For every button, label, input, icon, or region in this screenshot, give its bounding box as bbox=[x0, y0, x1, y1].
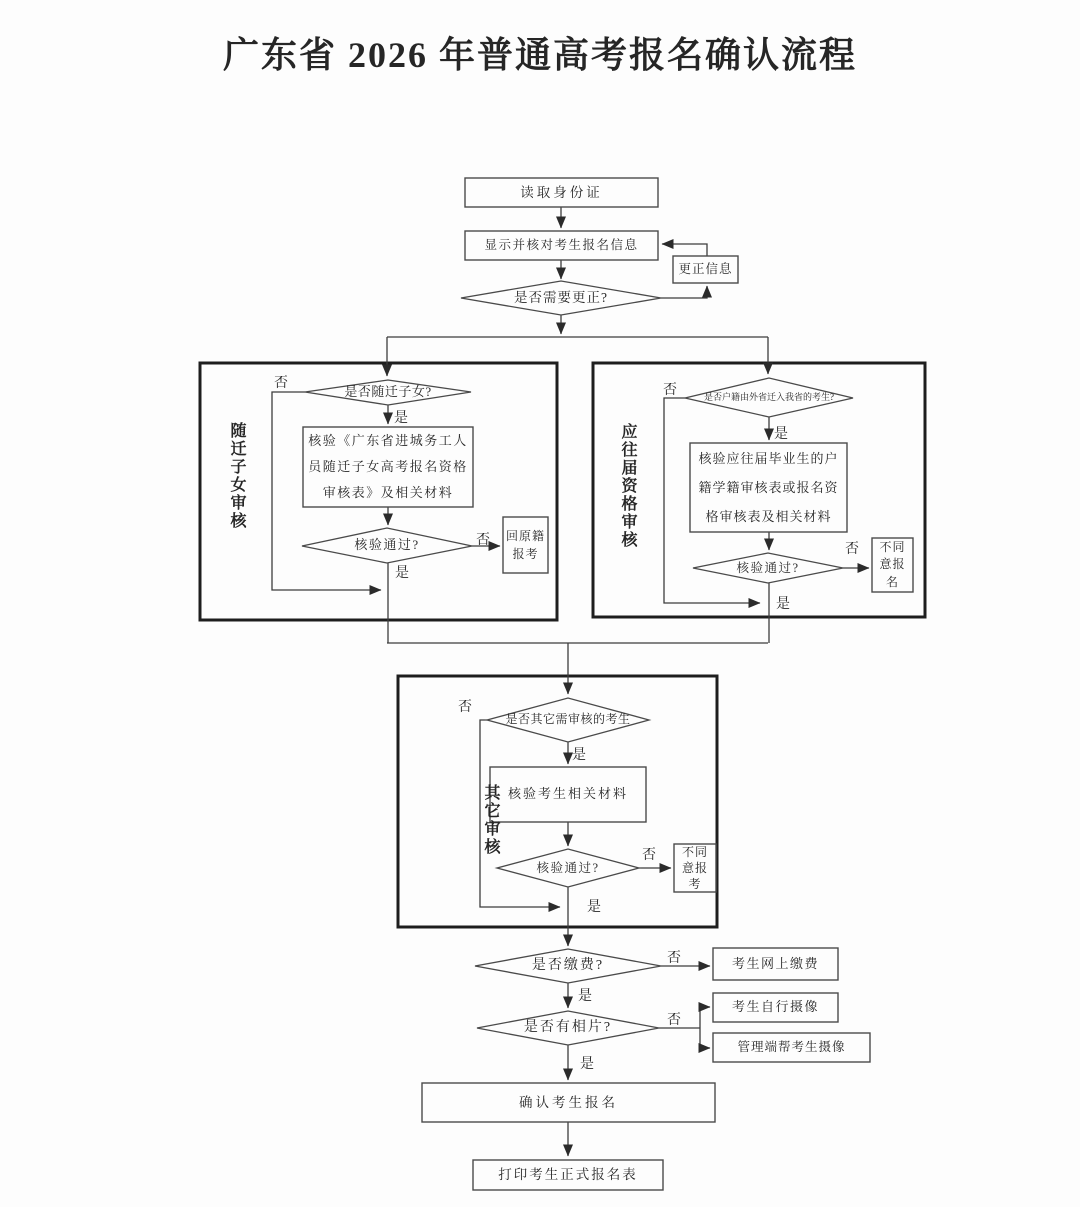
migrant-section-label: 随迁子女审核 bbox=[228, 422, 245, 530]
correct-info-label: 更正信息 bbox=[678, 262, 733, 277]
display-info-label: 显示并核对考生报名信息 bbox=[484, 238, 639, 253]
no-label: 否 bbox=[663, 383, 677, 398]
is-migrant-label: 是否随迁子女? bbox=[344, 384, 432, 400]
yes-label: 是 bbox=[578, 989, 592, 1004]
verify-migrant-label: 核验《广东省进城务工人员随迁子女高考报名资格审核表》及相关材料 bbox=[308, 433, 468, 500]
read-id-label: 读取身份证 bbox=[520, 184, 603, 200]
pass-right-label: 核验通过? bbox=[736, 560, 800, 575]
no-label: 否 bbox=[667, 951, 681, 966]
is-hukou-label: 是否户籍由外省迁入我省的考生? bbox=[704, 391, 834, 402]
verify-grad-label: 核验应往届毕业生的户籍学籍审核表或报名资格审核表及相关材料 bbox=[698, 451, 839, 524]
yes-label: 是 bbox=[395, 566, 409, 581]
other-section-label: 其它审核 bbox=[482, 784, 499, 856]
yes-label: 是 bbox=[776, 597, 790, 612]
yes-label: 是 bbox=[572, 748, 586, 763]
no-label: 否 bbox=[458, 700, 472, 715]
confirm-reg-label: 确认考生报名 bbox=[519, 1094, 618, 1110]
refuse-baokao-label: 不同意报考 bbox=[681, 845, 708, 891]
page-title: 广东省 2026 年普通高考报名确认流程 bbox=[222, 34, 857, 75]
connector-needcorrect-to-correctinfo bbox=[661, 286, 707, 298]
no-label: 否 bbox=[845, 542, 859, 557]
yes-label: 是 bbox=[587, 900, 601, 915]
connector-correctinfo-to-display bbox=[662, 244, 707, 256]
yes-label: 是 bbox=[580, 1057, 594, 1072]
is-other-label: 是否其它需审核的考生 bbox=[505, 712, 631, 727]
grad-section-label: 应往届资格审核 bbox=[619, 423, 636, 549]
pass-left-label: 核验通过? bbox=[354, 537, 420, 553]
admin-photo-label: 管理端帮考生摄像 bbox=[737, 1040, 846, 1055]
pass-mid-label: 核验通过? bbox=[536, 860, 600, 875]
pay-online-label: 考生网上缴费 bbox=[731, 955, 819, 971]
yes-label: 是 bbox=[394, 411, 408, 426]
verify-materials-label: 核验考生相关材料 bbox=[507, 786, 628, 802]
print-form-label: 打印考生正式报名表 bbox=[498, 1167, 638, 1183]
refuse-baoming-label: 不同意报名 bbox=[879, 539, 906, 589]
self-photo-label: 考生自行摄像 bbox=[731, 999, 819, 1015]
no-label: 否 bbox=[642, 848, 656, 863]
no-label: 否 bbox=[667, 1013, 681, 1028]
is-paid-label: 是否缴费? bbox=[531, 957, 605, 973]
connector-photo-to-self bbox=[700, 1007, 710, 1028]
no-label: 否 bbox=[274, 376, 288, 391]
return-origin-label: 回原籍报考 bbox=[505, 529, 545, 561]
connector-photo-to-admin bbox=[700, 1028, 710, 1048]
need-correct-label: 是否需要更正? bbox=[514, 290, 608, 306]
yes-label: 是 bbox=[774, 427, 788, 442]
has-photo-label: 是否有相片? bbox=[523, 1019, 613, 1035]
no-label: 否 bbox=[476, 533, 490, 548]
